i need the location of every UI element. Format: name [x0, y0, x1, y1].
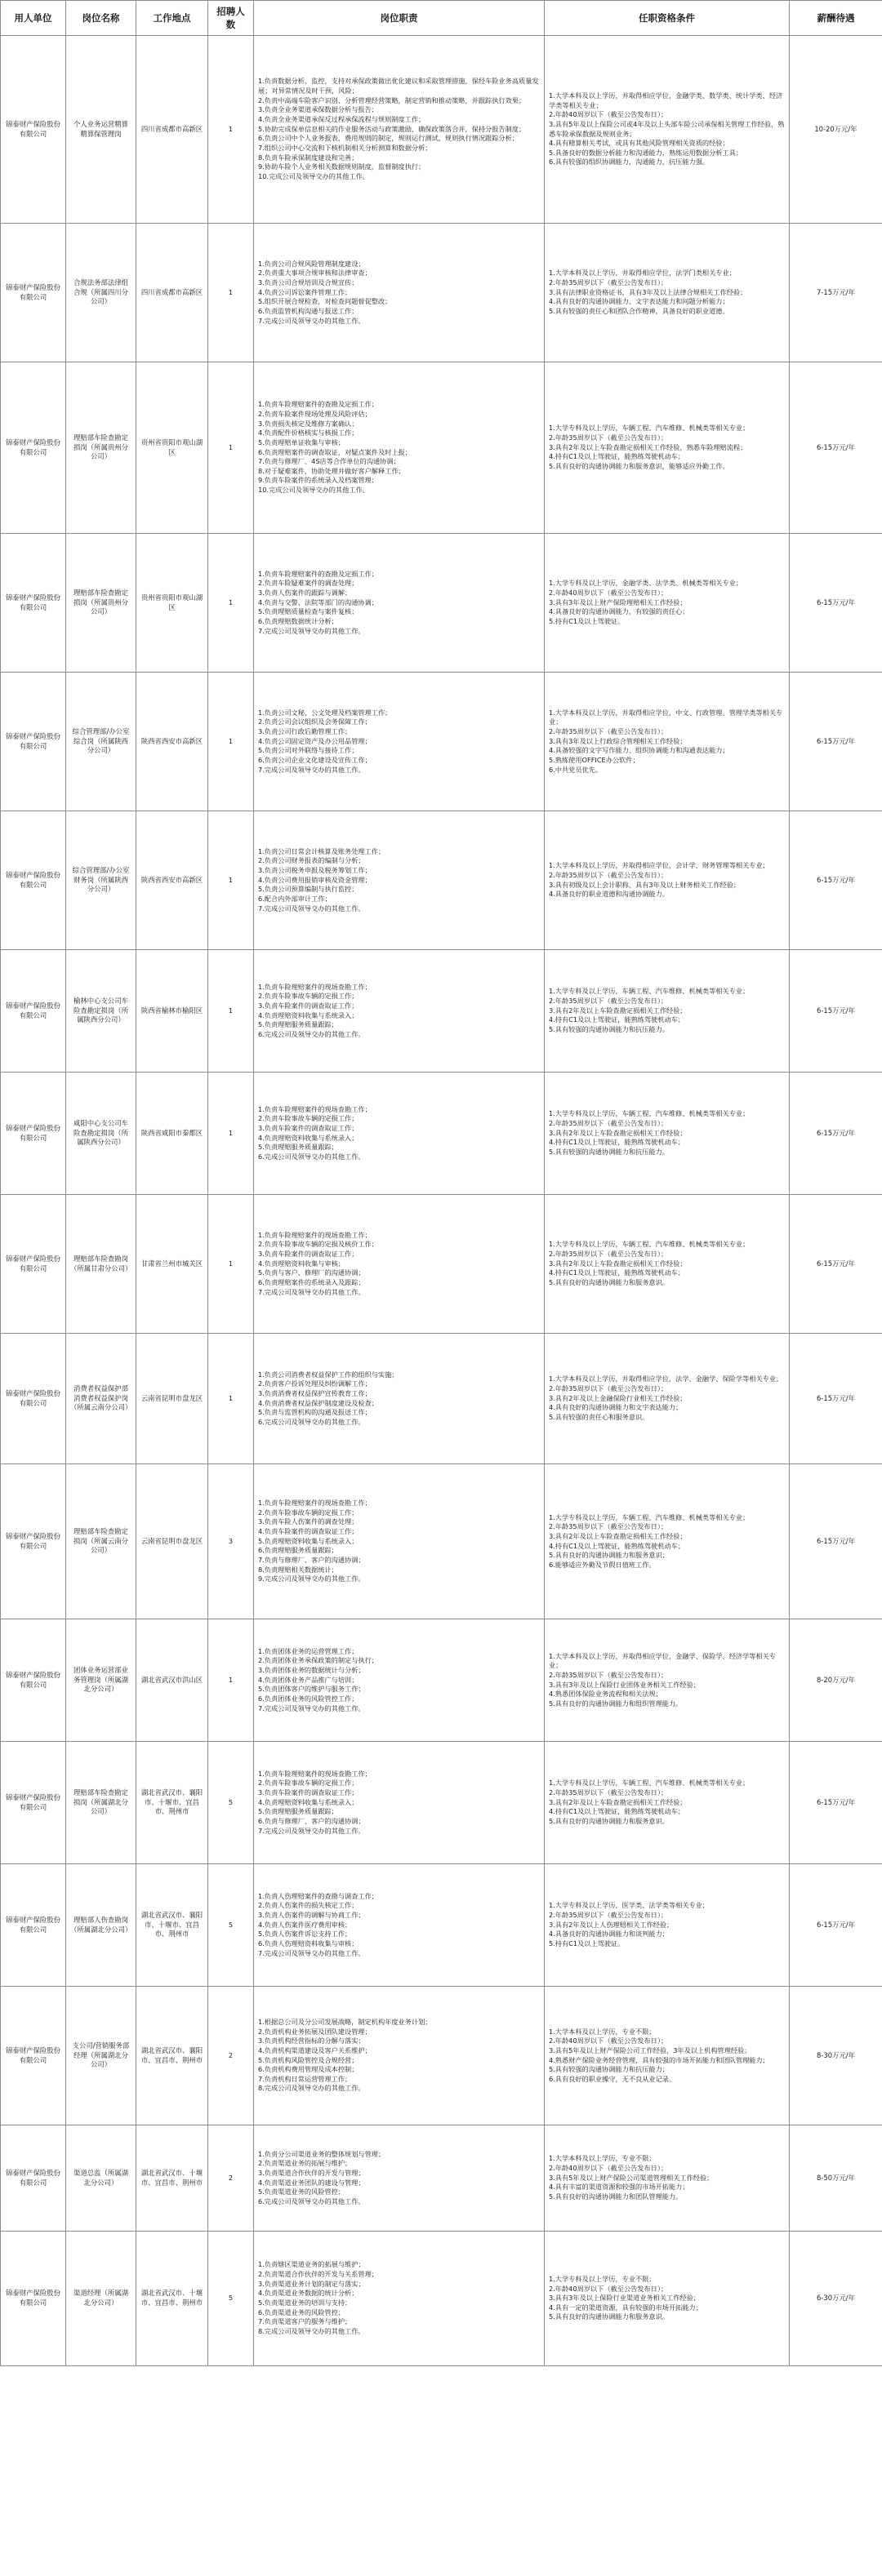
cell-unit: 锦泰财产保险股份有限公司 [1, 36, 66, 224]
table-row [1, 1987, 882, 2125]
cell-location: 四川省成都市高新区 [136, 36, 208, 224]
cell-salary: 10-20万元/年 [790, 36, 882, 224]
cell-location: 云南省昆明市盘龙区 [136, 1334, 208, 1464]
cell-count: 1 [208, 224, 254, 362]
cell-requirements: 1.大学专科及以上学历，专业不限； 2.年龄40周岁以下（截至公告发布日）； 3.具有3年及以上保险行业渠道业务相关工作经验； 4.具有一定的渠道资源，具有较强的市场开拓能力； 5.具有良好的沟通协调能力和服务意识。 [545, 2232, 790, 2366]
cell-duties: 1.负责车险理赔案件的现场查勘工作； 2.负责车险事故车辆的定损工作； 3.负责车险人伤案件的调查处理； 4.负责车险案件的调查取证工作； 5.负责理赔资料收集与系统录入； 6.负责理赔服务质量跟踪； 7.负责与修理厂、客户的沟通协调； 8.负责理赔相关数据统计； 9.完成公司及领导交办的其他工作。 [254, 1464, 545, 1619]
cell-requirements: 1.大学本科及以上学历，专业不限； 2.年龄40周岁以下（截至公告发布日）； 3.具有5年及以上财产保险公司工作经验，3年及以上机构管理经验； 4.熟悉财产保险业务经营管理，具有较强的市场开拓能力和团队管理能力； 5.具有较强的沟通协调能力和抗压能力； 6.具有良好的职业操守，无不良从业记录。 [545, 1987, 790, 2125]
cell-duties: 1.负责车险理赔案件的现场查勘工作； 2.负责车险事故车辆的定损及核价工作； 3.负责车险案件的调查取证工作； 4.负责理赔资料收集与审核； 5.负责与客户、修理厂的沟通协调； 6.负责理赔案件的系统录入及跟踪； 7.完成公司及领导交办的其他工作。 [254, 1195, 545, 1334]
cell-requirements: 1.大学专科及以上学历，医学类、法学类等相关专业； 2.年龄35周岁以下（截至公告发布日）； 3.具有2年及以上人伤理赔相关工作经验； 4.具备良好的沟通协调能力和谈判能力； 5.持有C1及以上驾驶证。 [545, 1864, 790, 1987]
cell-unit: 锦泰财产保险股份有限公司 [1, 1987, 66, 2125]
cell-location: 陕西省西安市高新区 [136, 811, 208, 950]
cell-unit: 锦泰财产保险股份有限公司 [1, 950, 66, 1073]
cell-post: 综合管理部/办公室财务岗（所属陕西分公司） [66, 811, 136, 950]
table-row [1, 673, 882, 811]
cell-salary: 6-15万元/年 [790, 362, 882, 534]
cell-requirements: 1.大学本科及以上学历，并取得相应学位，会计学、财务管理等相关专业； 2.年龄35周岁以下（截至公告发布日）； 3.具有初级及以上会计职称，具有3年及以上财务相关工作经验； 4.具备良好的职业道德和沟通协调能力。 [545, 811, 790, 950]
cell-unit: 锦泰财产保险股份有限公司 [1, 1864, 66, 1987]
cell-location: 湖北省武汉市、襄阳市、十堰市、宜昌市、荆州市 [136, 1742, 208, 1864]
cell-salary: 6-15万元/年 [790, 950, 882, 1073]
table-row [1, 362, 882, 534]
cell-post: 支公司/营销服务部经理（所属湖北分公司） [66, 1987, 136, 2125]
cell-duties: 1.负责团体业务的运营管理工作； 2.负责团体业务承保政策的制定与执行； 3.负责团体业务的数据统计与分析； 4.负责团体业务产品推广与培训； 5.负责团体客户的维护与服务工作； 6.负责团体业务的风险管控工作； 7.完成公司及领导交办的其他工作。 [254, 1619, 545, 1742]
cell-unit: 锦泰财产保险股份有限公司 [1, 1334, 66, 1464]
cell-duties: 1.负责公司文秘、公文处理及档案管理工作； 2.负责公司会议组织及会务保障工作； 3.负责公司行政后勤管理工作； 4.负责公司固定资产及办公用品管理； 5.负责公司对外联络与接待工作； 6.负责公司企业文化建设及宣传工作； 7.完成公司及领导交办的其他工作。 [254, 673, 545, 811]
cell-post: 理赔部车险查勘定损岗（所属贵州分公司） [66, 362, 136, 534]
cell-duties: 1.负责数据分析、监控，支持对承保政策做出优化建议和采取管理措施，保经车险业务高质量发展；对异常情况及时干预，风险； 2.负责中高端车险客户识别、分析管理经营策略，制定营销和推动策略，并跟踪执行效果； 3.负责全业务渠道承保数据分析与报告； 4.负责全业务渠道承保反过程承保流程与规则制度工作； 5.协助完成保单信息相关的作业服务活动与政策激励，确保政策落合并，保持分报告制度； 6.负责公司中个人业务报表，费用规则的制定，规则运行测试，规则执行情况跟踪分析； 7.组织公司中心交流和下核机制相关分析测算和数据分析； 8.负责车险承保制度建设和完善； 9.协助车险个人业务相关数据规则制度，监督制度执行； 10.完成公司及领导交办的其他工作。 [254, 36, 545, 224]
cell-duties: 1.负责车险理赔案件的现场查勘工作； 2.负责车险事故车辆的定损工作； 3.负责车险案件的调查取证工作； 4.负责理赔资料收集与系统录入； 5.负责理赔服务质量跟踪； 6.完成公司及领导交办的其他工作。 [254, 950, 545, 1073]
cell-unit: 锦泰财产保险股份有限公司 [1, 534, 66, 673]
cell-post: 理赔部车险查勘定损岗（所属湖北分公司） [66, 1742, 136, 1864]
table-row [1, 2232, 882, 2366]
table-row [1, 2125, 882, 2232]
header-location: 工作地点 [136, 1, 208, 36]
cell-salary: 6-15万元/年 [790, 1195, 882, 1334]
cell-location: 甘肃省兰州市城关区 [136, 1195, 208, 1334]
table-row [1, 1334, 882, 1464]
cell-requirements: 1.大学本科及以上学历，并取得相应学位，法学门类相关专业； 2.年龄35周岁以下（截至公告发布日）； 3.具有法律职业资格证书，具有3年及以上法律合规相关工作经验； 4.具有良好的沟通协调能力、文字表达能力和问题分析能力； 5.具有较强的责任心和团队合作精神，具备良好的职业道德。 [545, 224, 790, 362]
cell-duties: 1.负责车险理赔案件的现场查勘工作； 2.负责车险事故车辆的定损工作； 3.负责车险案件的调查取证工作； 4.负责理赔资料收集与系统录入； 5.负责理赔服务质量跟踪； 6.完成公司及领导交办的其他工作。 [254, 1073, 545, 1195]
header-salary: 薪酬待遇 [790, 1, 882, 36]
cell-duties: 1.负责分公司渠道业务的整体规划与管理； 2.负责渠道业务的拓展与维护； 3.负责渠道合作伙伴的开发与管理； 4.负责渠道业务团队的建设与管理； 5.负责渠道业务的风险管控； 6.完成公司及领导交办的其他工作。 [254, 2125, 545, 2232]
cell-count: 1 [208, 673, 254, 811]
cell-salary: 6-15万元/年 [790, 811, 882, 950]
cell-salary: 8-20万元/年 [790, 1619, 882, 1742]
cell-requirements: 1.大学专科及以上学历，车辆工程、汽车维修、机械类等相关专业； 2.年龄35周岁以下（截至公告发布日）； 3.具有2年及以上车险查勘定损相关工作经验； 4.持有C1及以上驾驶证，能熟练驾驶机动车； 5.具有较强的沟通协调能力和抗压能力。 [545, 1073, 790, 1195]
cell-location: 湖北省武汉市、襄阳市、十堰市、宜昌市、荆州市 [136, 1864, 208, 1987]
header-unit: 用人单位 [1, 1, 66, 36]
cell-post: 消费者权益保护部消费者权益保护岗（所属云南分公司） [66, 1334, 136, 1464]
cell-post: 理赔部车险查勘定损岗（所属贵州分公司） [66, 534, 136, 673]
cell-location: 陕西省榆林市榆阳区 [136, 950, 208, 1073]
cell-post: 理赔部车险查勘定损岗（所属云南分公司） [66, 1464, 136, 1619]
cell-location: 湖北省武汉市、十堰市、宜昌市、荆州市 [136, 2232, 208, 2366]
cell-requirements: 1.大学本科及以上学历，并取得相应学位，金融学类、数学类、统计学类、经济学类等相关专业； 2.年龄40周岁以下（截至公告发布日）； 3.具有5年及以上保险公司或4年及以上头部车险公司承保相关管理工作经验，熟悉车险承保数据及规则业务； 4.具有精算相关考试，或具有其他风险管理相关资质的经验； 5.具备良好的数据分析能力和沟通能力，熟练运用数据分析工具； 6.具有较强的组织协调能力，沟通能力，抗压能力强。 [545, 36, 790, 224]
cell-post: 个人业务运营精算精算保管理岗 [66, 36, 136, 224]
cell-salary: 6-30万元/年 [790, 2232, 882, 2366]
table-header-row [1, 1, 882, 36]
cell-salary: 6-15万元/年 [790, 673, 882, 811]
cell-location: 湖北省武汉市、十堰市、宜昌市、荆州市 [136, 2125, 208, 2232]
cell-post: 合规法务部法律组合规（所属四川分公司） [66, 224, 136, 362]
cell-salary: 6-15万元/年 [790, 534, 882, 673]
cell-count: 2 [208, 2125, 254, 2232]
cell-duties: 1.负责辖区渠道业务的拓展与维护； 2.负责渠道合作伙伴的开发与关系管理； 3.负责渠道业务计划的制定与落实； 4.负责渠道业务数据的统计分析； 5.负责渠道业务的培训与支持； 6.负责渠道业务的风险管控； 7.负责渠道客户的服务与维护； 8.完成公司及领导交办的其他工作。 [254, 2232, 545, 2366]
cell-post: 渠道总监（所属湖北分公司） [66, 2125, 136, 2232]
cell-count: 1 [208, 1073, 254, 1195]
cell-count: 1 [208, 950, 254, 1073]
cell-duties: 1.负责公司日常会计核算及账务处理工作； 2.负责公司财务报表的编制与分析； 3.负责公司税务申报及税务筹划工作； 4.负责公司费用报销审核及资金管理； 5.负责公司预算编制与执行监控； 6.配合内外部审计工作； 7.完成公司及领导交办的其他工作。 [254, 811, 545, 950]
cell-duties: 1.负责车险理赔案件的查勘及定损工作； 2.负责车险疑难案件的调查处理； 3.负责人伤案件的跟踪与调解； 4.负责与交警、法院等部门的沟通协调； 5.负责理赔质量检查与案件复核； 6.负责理赔数据统计分析； 7.完成公司及领导交办的其他工作。 [254, 534, 545, 673]
cell-salary: 8-30万元/年 [790, 1987, 882, 2125]
cell-count: 1 [208, 362, 254, 534]
cell-location: 陕西省咸阳市秦都区 [136, 1073, 208, 1195]
header-requirements: 任职资格条件 [545, 1, 790, 36]
cell-post: 理赔部车险查勘岗（所属甘肃分公司） [66, 1195, 136, 1334]
cell-duties: 1.负责车险理赔案件的现场查勘工作； 2.负责车险事故车辆的定损工作； 3.负责车险案件的调查取证工作； 4.负责理赔资料收集与系统录入； 5.负责理赔服务质量跟踪； 6.负责与修理厂、客户的沟通协调； 7.完成公司及领导交办的其他工作。 [254, 1742, 545, 1864]
cell-duties: 1.根据总公司及分公司发展战略，制定机构年度业务计划； 2.负责机构业务拓展及团队建设管理； 3.负责机构经营指标的分解与落实； 4.负责机构渠道建设及客户关系维护； 5.负责机构风险管控及合规经营； 6.负责机构费用管理及成本控制； 7.负责机构日常运营管理工作； 8.完成公司及领导交办的其他工作。 [254, 1987, 545, 2125]
cell-requirements: 1.大学专科及以上学历，车辆工程、汽车维修、机械类等相关专业； 2.年龄35周岁以下（截至公告发布日）； 3.具有2年及以上车险查勘定损相关工作经验； 4.持有C1及以上驾驶证，能熟练驾驶机动车； 5.具有良好的沟通协调能力和服务意识。 [545, 1742, 790, 1864]
cell-location: 四川省成都市高新区 [136, 224, 208, 362]
cell-requirements: 1.大学专科及以上学历，车辆工程、汽车维修、机械类等相关专业； 2.年龄35周岁以下（截至公告发布日）； 3.具有2年及以上车险查勘定损相关工作经验； 4.持有C1及以上驾驶证，能熟练驾驶机动车； 5.具有较强的沟通协调能力和抗压能力。 [545, 950, 790, 1073]
cell-count: 3 [208, 1464, 254, 1619]
cell-count: 1 [208, 811, 254, 950]
cell-count: 1 [208, 36, 254, 224]
cell-post: 咸阳中心支公司车险查勘定损岗（所属陕西分公司） [66, 1073, 136, 1195]
cell-salary: 6-15万元/年 [790, 1334, 882, 1464]
cell-count: 5 [208, 2232, 254, 2366]
cell-location: 陕西省西安市高新区 [136, 673, 208, 811]
cell-unit: 锦泰财产保险股份有限公司 [1, 1742, 66, 1864]
header-count: 招聘人数 [208, 1, 254, 36]
cell-salary: 6-15万元/年 [790, 1864, 882, 1987]
table-row [1, 950, 882, 1073]
cell-requirements: 1.大学本科及以上学历，并取得相应学位，金融学、保险学、经济学等相关专业； 2.年龄35周岁以下（截至公告发布日）； 3.具有3年及以上保险行业团体业务相关工作经验； 4.熟悉团体保险业务流程和相关法规； 5.具有良好的沟通协调能力和组织管理能力。 [545, 1619, 790, 1742]
cell-count: 1 [208, 1195, 254, 1334]
header-post: 岗位名称 [66, 1, 136, 36]
cell-unit: 锦泰财产保险股份有限公司 [1, 673, 66, 811]
cell-requirements: 1.大学本科及以上学历，专业不限； 2.年龄40周岁以下（截至公告发布日）； 3.具有5年及以上财产保险公司渠道管理相关工作经验； 4.具有丰富的渠道资源和较强的市场开拓能力； 5.具有良好的沟通协调能力和团队管理能力。 [545, 2125, 790, 2232]
cell-requirements: 1.大学本科及以上学历，并取得相应学位，中文、行政管理、管理学类等相关专业； 2.年龄35周岁以下（截至公告发布日）； 3.具有3年及以上行政综合管理相关工作经验； 4.具备较强的文字写作能力、组织协调能力和沟通表达能力； 5.熟练使用OFFICE办公软件； 6.中共党员优先。 [545, 673, 790, 811]
cell-requirements: 1.大学专科及以上学历，金融学类、法学类、机械类等相关专业； 2.年龄40周岁以下（截至公告发布日）； 3.具有3年及以上财产保险理赔相关工作经验； 4.具备良好的沟通协调能力，有较强的责任心； 5.持有C1及以上驾驶证。 [545, 534, 790, 673]
table-row [1, 224, 882, 362]
table-row [1, 36, 882, 224]
cell-duties: 1.负责公司合规风险管理制度建设； 2.负责重大事项合规审核和法律审查； 3.负责公司合规培训及合规宣传； 4.负责公司诉讼案件管理工作； 5.组织开展合规检查，对检查问题督促整改； 6.负责监管机构沟通与报送工作； 7.完成公司及领导交办的其他工作。 [254, 224, 545, 362]
cell-location: 贵州省贵阳市观山湖区 [136, 534, 208, 673]
cell-count: 5 [208, 1864, 254, 1987]
table-row [1, 1864, 882, 1987]
cell-salary: 6-15万元/年 [790, 1742, 882, 1864]
cell-location: 云南省昆明市盘龙区 [136, 1464, 208, 1619]
table-row [1, 811, 882, 950]
cell-duties: 1.负责公司消费者权益保护工作的组织与实施； 2.负责客户投诉处理及纠纷调解工作； 3.负责消费者权益保护宣传教育工作； 4.负责消费者权益保护制度建设及检查； 5.负责与监管机构的沟通及报送工作； 6.完成公司及领导交办的其他工作。 [254, 1334, 545, 1464]
cell-post: 榆林中心支公司车险查勘定损岗（所属陕西分公司） [66, 950, 136, 1073]
cell-salary: 6-15万元/年 [790, 1464, 882, 1619]
table-row [1, 1742, 882, 1864]
cell-unit: 锦泰财产保险股份有限公司 [1, 362, 66, 534]
cell-requirements: 1.大学专科及以上学历，车辆工程、汽车维修、机械类等相关专业； 2.年龄35周岁以下（截至公告发布日）； 3.具有2年及以上车险查勘定损相关工作经验； 4.持有C1及以上驾驶证，能熟练驾驶机动车； 5.具有良好的沟通协调能力和服务意识； 6.能够适应外勤及节假日值班工作。 [545, 1464, 790, 1619]
table-row [1, 1464, 882, 1619]
cell-requirements: 1.大学专科及以上学历，车辆工程、汽车维修、机械类等相关专业； 2.年龄35周岁以下（截至公告发布日）； 3.具有2年及以上车险查勘定损相关工作经验，熟悉车险理赔流程； 4.持有C1及以上驾驶证，能熟练驾驶机动车； 5.具有良好的沟通协调能力和服务意识，能够适应外勤工作。 [545, 362, 790, 534]
cell-count: 1 [208, 1334, 254, 1464]
cell-count: 5 [208, 1742, 254, 1864]
cell-location: 贵州省贵阳市观山湖区 [136, 362, 208, 534]
table-row [1, 1195, 882, 1334]
table-row [1, 534, 882, 673]
cell-count: 1 [208, 1619, 254, 1742]
cell-location: 湖北省武汉市、襄阳市、宜昌市、荆州市 [136, 1987, 208, 2125]
cell-duties: 1.负责人伤理赔案件的查勘与调查工作； 2.负责人伤案件的损失核定工作； 3.负责人伤案件的调解与协商工作； 4.负责人伤案件医疗费用审核； 5.负责人伤案件诉讼支持工作； 6.负责人伤理赔资料收集与审核； 7.完成公司及领导交办的其他工作。 [254, 1864, 545, 1987]
table-row [1, 1619, 882, 1742]
cell-unit: 锦泰财产保险股份有限公司 [1, 1073, 66, 1195]
cell-count: 2 [208, 1987, 254, 2125]
cell-unit: 锦泰财产保险股份有限公司 [1, 1464, 66, 1619]
cell-post: 理赔部人伤查勘岗（所属湖北分公司） [66, 1864, 136, 1987]
cell-post: 团体业务运营部业务管理岗（所属湖北分公司） [66, 1619, 136, 1742]
cell-unit: 锦泰财产保险股份有限公司 [1, 811, 66, 950]
cell-unit: 锦泰财产保险股份有限公司 [1, 1619, 66, 1742]
cell-post: 综合管理部/办公室综合岗（所属陕西分公司） [66, 673, 136, 811]
cell-unit: 锦泰财产保险股份有限公司 [1, 1195, 66, 1334]
cell-salary: 6-15万元/年 [790, 1073, 882, 1195]
cell-requirements: 1.大学本科及以上学历，并取得相应学位，法学、金融学、保险学等相关专业； 2.年龄35周岁以下（截至公告发布日）； 3.具有2年及以上金融保险行业相关工作经验； 4.具有良好的沟通协调能力和文字表达能力； 5.具有较强的责任心和服务意识。 [545, 1334, 790, 1464]
cell-salary: 8-50万元/年 [790, 2125, 882, 2232]
cell-location: 湖北省武汉市洪山区 [136, 1619, 208, 1742]
header-duties: 岗位职责 [254, 1, 545, 36]
cell-unit: 锦泰财产保险股份有限公司 [1, 2232, 66, 2366]
cell-requirements: 1.大学专科及以上学历，车辆工程、汽车维修、机械类等相关专业； 2.年龄35周岁以下（截至公告发布日）； 3.具有2年及以上车险查勘定损相关工作经验； 4.持有C1及以上驾驶证，能熟练驾驶机动车； 5.具有良好的沟通协调能力和服务意识。 [545, 1195, 790, 1334]
cell-unit: 锦泰财产保险股份有限公司 [1, 2125, 66, 2232]
table-row [1, 1073, 882, 1195]
cell-duties: 1.负责车险理赔案件的查勘及定损工作； 2.负责车险案件现场处理及风险评估； 3.负责损失核定及维修方案确认； 4.负责配件价格核实与核损工作； 5.负责理赔单证收集与审核； 6.负责理赔案件的调查取证，对疑点案件及时上报； 7.负责与修理厂、4S店等合作单位的沟通协调； 8.对于疑难案件，协助处理并做好客户解释工作； 9.负责车险案件的系统录入及档案管理； 10.完成公司及领导交办的其他工作。 [254, 362, 545, 534]
cell-unit: 锦泰财产保险股份有限公司 [1, 224, 66, 362]
cell-post: 渠道经理（所属湖北分公司） [66, 2232, 136, 2366]
cell-salary: 7-15万元/年 [790, 224, 882, 362]
cell-count: 1 [208, 534, 254, 673]
